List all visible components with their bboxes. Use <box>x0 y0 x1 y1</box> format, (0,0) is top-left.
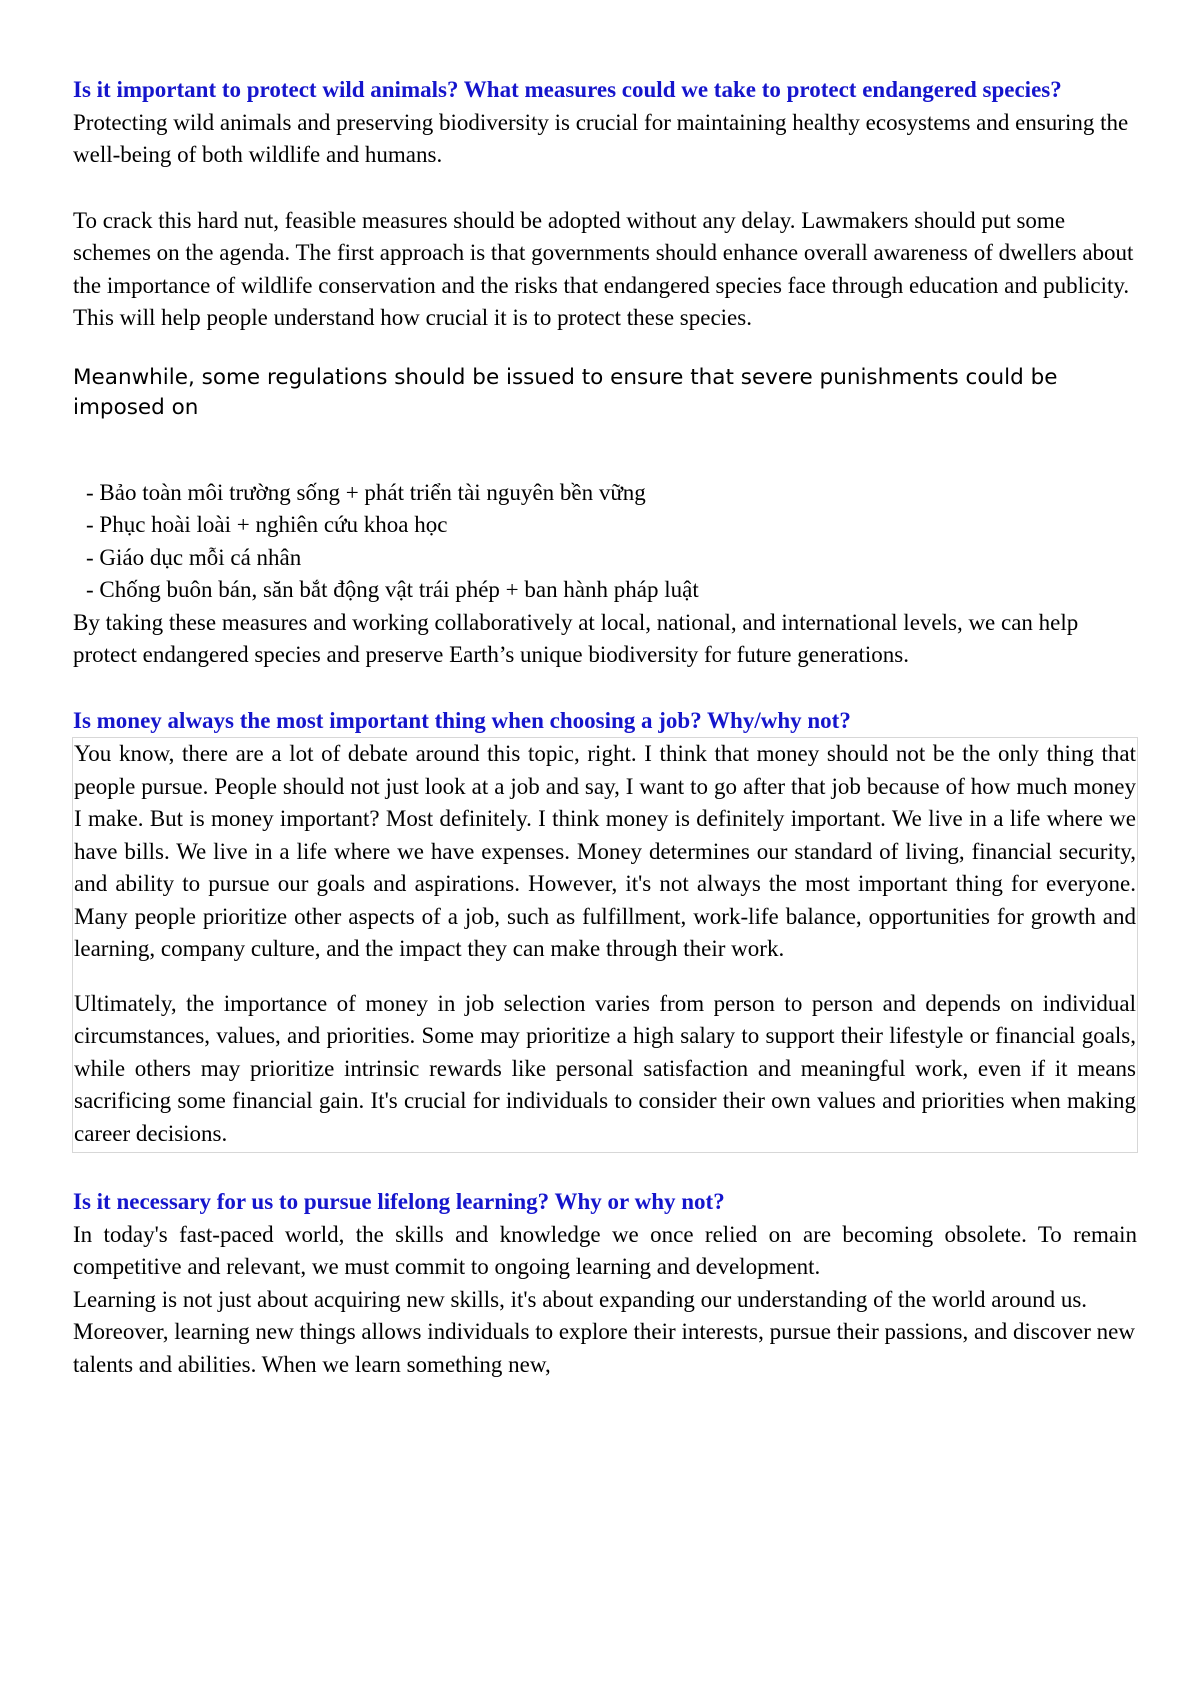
answer-measures-paragraph: To crack this hard nut, feasible measures should be adopted without any delay. Lawmakers should put some schemes on the agenda. The first approach is that governments should enhance overall awareness of dwellers about the importance of wildlife conservation and the risks that endangered species face through education and publicity. This will help people understand how crucial it is to protect these species. <box>73 207 1134 330</box>
list-item: - Giáo dục mỗi cá nhân <box>86 544 302 570</box>
answer-intro-paragraph: Protecting wild animals and preserving biodiversity is crucial for maintaining healthy ecosystems and ensuring the well-being of both wildlife and humans. <box>73 109 1129 167</box>
money-answer-paragraph-2: Ultimately, the importance of money in job selection varies from person to person and depends on individual circumstances, values, and priorities. Some may prioritize a high salary to support their lifestyle or financial goals, while others may prioritize intrinsic rewards like personal satisfaction and meaningful work, even if it means sacrificing some financial gain. It's crucial for individuals to consider their own values and priorities when making career decisions. <box>74 990 1136 1146</box>
question-lifelong-learning: Is it necessary for us to pursue lifelong learning? Why or why not? <box>73 1189 725 1214</box>
paragraph-spacer <box>74 966 1136 988</box>
answer-conclusion-paragraph: By taking these measures and working collaboratively at local, national, and international levels, we can help protect endangered species and preserve Earth’s unique biodiversity for future generations. <box>73 609 1079 667</box>
list-item: - Chống buôn bán, săn bắt động vật trái phép + ban hành pháp luật <box>86 577 699 602</box>
question-protect-wild-animals: Is it important to protect wild animals? What measures could we take to protect endangered species? <box>73 77 1062 102</box>
learning-answer-paragraph-2: Learning is not just about acquiring new skills, it's about expanding our understanding of the world around us. Moreover, learning new things allows individuals to explore their interests, pursue their passions, and discover new talents and abilities. When we learn something new, <box>73 1286 1135 1377</box>
paragraph-spacer <box>73 172 1137 205</box>
document-page <box>73 74 1137 1381</box>
paragraph-spacer <box>73 672 1137 705</box>
money-answer-paragraph-1: You know, there are a lot of debate around this topic, right. I think that money should not be the only thing that people pursue. People should not just look at a job and say, I want to go after that job because of how much money I make. But is money important? Most definitely. I think money is definitely important. We live in a life where we have bills. We live in a life where we have expenses. Money determines our standard of living, financial security, and ability to pursue our goals and aspirations. However, it's not always the most important thing for everyone. Many people prioritize other aspects of a job, such as fulfillment, work-life balance, opportunities for growth and learning, company culture, and the impact they can make through their work. <box>74 741 1136 961</box>
answer-meanwhile-paragraph: Meanwhile, some regulations should be issued to ensure that severe punishments could be imposed on <box>73 364 1058 420</box>
vietnamese-bullet-list <box>73 477 1137 607</box>
list-item: - Phục hoài loài + nghiên cứu khoa học <box>86 512 448 537</box>
learning-answer-paragraph-1: In today's fast-paced world, the skills and knowledge we once relied on are becoming obsolete. To remain competitive and relevant, we must commit to ongoing learning and development. <box>73 1221 1137 1279</box>
money-answer-box <box>72 737 1138 1153</box>
paragraph-spacer <box>73 423 1137 477</box>
question-money-job: Is money always the most important thing when choosing a job? Why/why not? <box>73 707 851 733</box>
list-item: - Bảo toàn môi trường sống + phát triển tài nguyên bền vững <box>86 479 646 505</box>
paragraph-spacer <box>73 1153 1137 1186</box>
